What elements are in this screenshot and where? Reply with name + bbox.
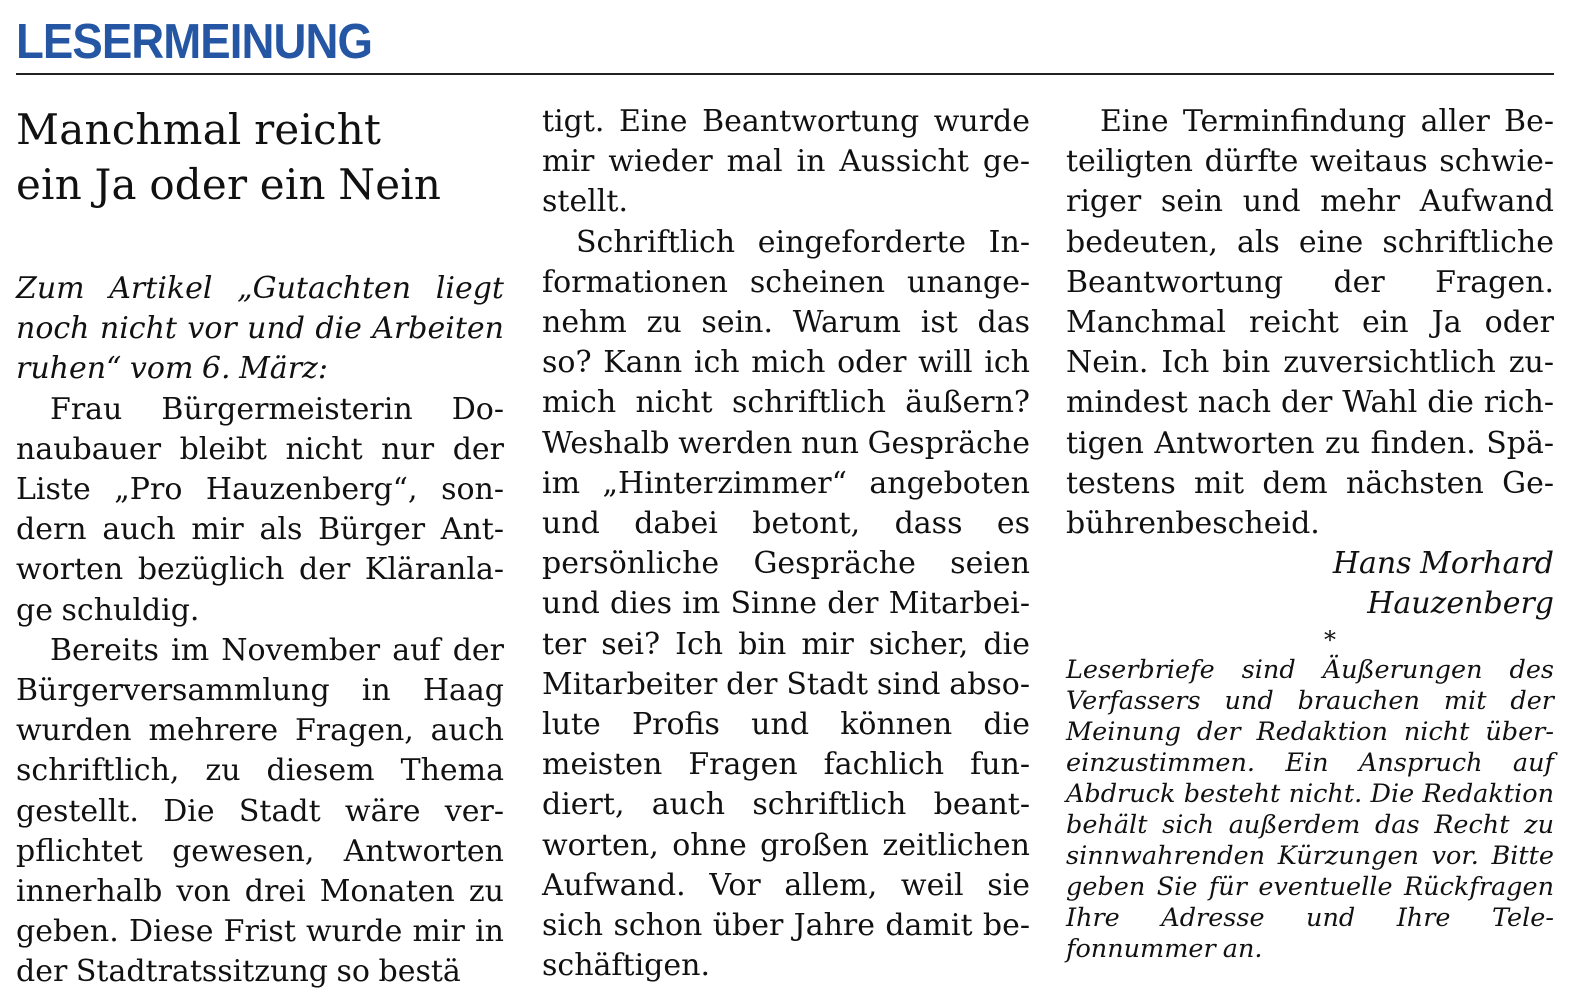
body-paragraph: Eine Terminfindung aller Beteiligten dürfte weitaus schwieriger sein und mehr Aufwand bedeuten, als eine schriftliche Beantwortung der Fragen. Manchmal reicht ein Ja oder Nein. Ich bin zuversichtlich zumindest nach der Wahl die richtigen Antworten zu finden. Spätestens mit dem nächsten Gebührenbescheid. xyxy=(1066,104,1554,542)
column-1 xyxy=(16,102,504,993)
author-name: Hans Morhard xyxy=(1332,546,1554,582)
editorial-disclaimer: Leserbriefe sind Äußerungen des Verfassers und brauchen mit der Meinung der Redaktion nicht übereinzustimmen. Ein Anspruch auf Abdruck besteht nicht. Die Redaktion behält sich außerdem das Recht zu sinnwahrenden Kürzungen vor. Bitte geben Sie für eventuelle Rückfragen Ihre Adresse und Ihre Telefonnummer an. xyxy=(1066,654,1554,964)
section-rule xyxy=(16,73,1554,75)
body-paragraph: Schriftlich eingeforderte Informationen scheinen unangenehm zu sein. Warum ist das so? Kann ich mich oder will ich mich nicht schriftlich äußern? Weshalb werden nun Gespräche im „Hinterzimmer“ angeboten und dabei betont, dass es persönliche Gespräche seien und dies im Sinne der Mitarbeiter sei? Ich bin mir sicher, die Mitarbeiter der Stadt sind absolute Profis und können die meisten Fragen fachlich fundiert, auch schriftlich beantworten, ohne großen zeitlichen Aufwand. Vor allem, weil sie sich schon über Jahre damit beschäftigen. xyxy=(542,224,1030,984)
article-intro: Zum Artikel „Gutachten liegt noch nicht vor und die Arbeiten ruhen“ vom 6. März: xyxy=(16,271,504,387)
article-headline xyxy=(16,102,504,212)
author-place: Hauzenberg xyxy=(1367,586,1554,622)
body-paragraph: Bereits im November auf der Bürgerversammlung in Haag wurden mehrere Fragen, auch schriftlich, zu diesem Thema gestellt. Die Stadt wäre verpflichtet gewesen, Antworten innerhalb von drei Monaten zu geben. Diese Frist wurde mir in der Stadtratssitzung so bestä xyxy=(16,632,504,990)
body-paragraph: tigt. Eine Beantwortung wurde mir wieder mal in Aussicht gestellt. xyxy=(542,104,1030,220)
column-3 xyxy=(1066,102,1554,965)
column-2 xyxy=(542,102,1030,986)
headline-line-1: Manchmal reicht xyxy=(16,105,382,154)
separator-asterisk: * xyxy=(1324,625,1336,654)
section-heading: LESERMEINUNG xyxy=(16,15,372,69)
headline-line-2: ein Ja oder ein Nein xyxy=(16,160,442,209)
body-paragraph: Frau Bürgermeisterin Donaubauer bleibt nicht nur der Liste „Pro Hauzenberg“, sondern auch mir als Bürger Antworten bezüglich der Kläranlage schuldig. xyxy=(16,391,504,628)
